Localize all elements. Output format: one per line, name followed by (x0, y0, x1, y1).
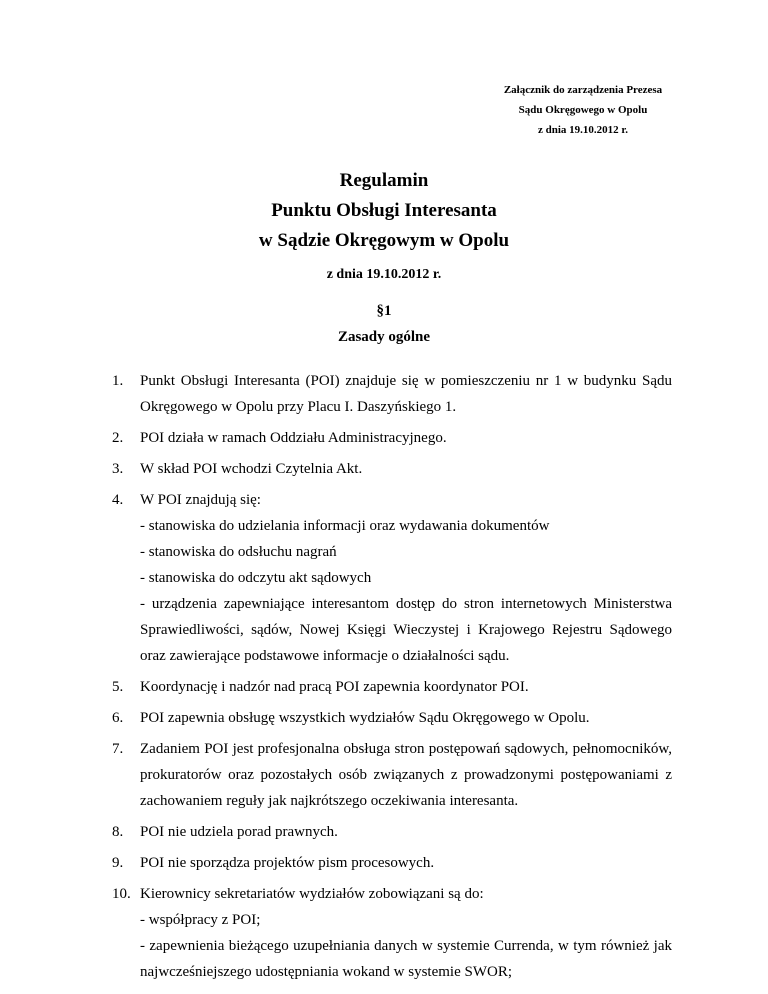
list-item (112, 674, 672, 700)
annex-line-2: Sądu Okręgowego w Opolu (518, 104, 648, 116)
title-line-3: w Sądzie Okręgowym w Opolu (258, 230, 510, 251)
item-text: Punkt Obsługi Interesanta (POI) znajduje się w pomieszczeniu nr 1 w budynku Sądu Okręgowego w Opolu przy Placu I. Daszyńskiego 1. (140, 373, 672, 415)
item-number: 4. (112, 492, 124, 508)
item-text: POI nie udziela porad prawnych. (140, 824, 338, 840)
list-item (112, 705, 672, 731)
item-text: Koordynację i nadzór nad pracą POI zapewnia koordynator POI. (140, 679, 529, 695)
section-number: §1 (376, 303, 392, 319)
item-number: 2. (112, 430, 124, 446)
item-number: 8. (112, 824, 124, 840)
item-number: 10. (112, 886, 131, 902)
section-heading: Zasady ogólne (337, 329, 431, 345)
list-item (112, 368, 672, 420)
sub-item: - urządzenia zapewniające interesantom dostęp do stron internetowych Ministerstwa Sprawiedliwości, sądów, Nowej Księgi Wieczystej i Krajowego Rejestru Sądowego oraz zawierające podstawowe informacje o działalności sądu. (140, 596, 672, 664)
annex-line-3: z dnia 19.10.2012 r. (537, 124, 629, 136)
annex-line-1: Załącznik do zarządzenia Prezesa (503, 84, 663, 96)
sub-item: - stanowiska do odczytu akt sądowych (140, 570, 372, 586)
sub-item: - stanowiska do udzielania informacji oraz wydawania dokumentów (140, 518, 550, 534)
item-text: Zadaniem POI jest profesjonalna obsługa stron postępowań sądowych, pełnomocników, prokuratorów oraz pozostałych osób związanych z prowadzonymi postępowaniami z zachowaniem reguły jak najkrótszego oczekiwania interesanta. (140, 741, 672, 809)
item-text: POI nie sporządza projektów pism procesowych. (140, 855, 435, 871)
title-date: z dnia 19.10.2012 r. (326, 267, 442, 282)
sub-item: - stanowiska do odsłuchu nagrań (140, 544, 337, 560)
item-number: 1. (112, 373, 124, 389)
item-text: Kierownicy sekretariatów wydziałów zobowiązani są do: (140, 886, 484, 902)
item-text: W POI znajdują się: (140, 492, 261, 508)
sub-item: - zapewnienia bieżącego uzupełniania danych w systemie Currenda, w tym również jak najwcześniejszego udostępniania wokand w systemie SWOR; (140, 938, 672, 980)
item-text: POI zapewnia obsługę wszystkich wydziałów Sądu Okręgowego w Opolu. (140, 710, 590, 726)
list-item (112, 850, 672, 876)
item-text: W skład POI wchodzi Czytelnia Akt. (140, 461, 363, 477)
title-line-2: Punktu Obsługi Interesanta (271, 200, 497, 221)
item-number: 9. (112, 855, 124, 871)
list-item (112, 487, 672, 669)
document-title (0, 166, 768, 290)
rules-list (112, 368, 672, 985)
list-item (112, 425, 672, 451)
item-number: 7. (112, 741, 124, 757)
item-number: 3. (112, 461, 124, 477)
item-number: 6. (112, 710, 124, 726)
list-item (112, 819, 672, 845)
sub-item: - współpracy z POI; (140, 912, 261, 928)
item-number: 5. (112, 679, 124, 695)
annex-note (448, 80, 718, 140)
list-item (112, 456, 672, 482)
item-text: POI działa w ramach Oddziału Administracyjnego. (140, 430, 447, 446)
list-item (112, 881, 672, 985)
title-line-1: Regulamin (339, 170, 429, 191)
list-item (112, 736, 672, 814)
section-header (0, 298, 768, 350)
